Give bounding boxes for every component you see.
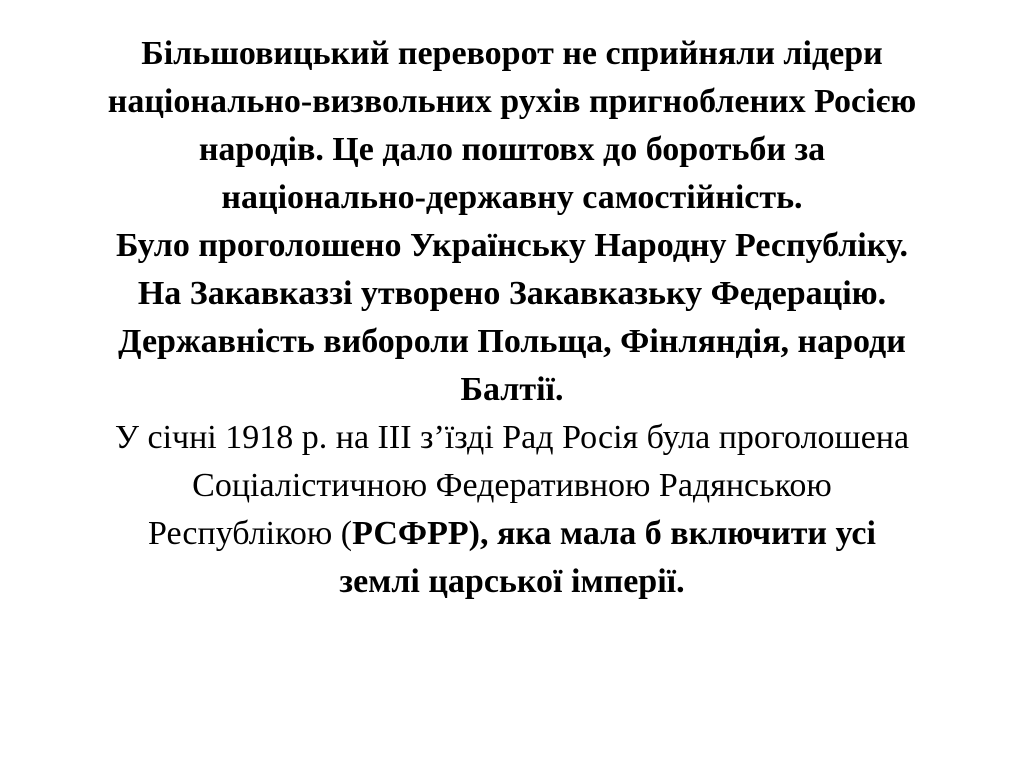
text-line: На Закавказзі утворено Закавказьку Федерацію.	[137, 275, 887, 312]
text-line-mixed	[20, 510, 1004, 558]
text-line: Балтії.	[460, 371, 564, 408]
text-segment-normal: Республікою (	[148, 515, 353, 552]
text-line: землі царської імперії.	[339, 563, 685, 600]
text-line: Державність вибороли Польща, Фінляндія, народи	[118, 323, 906, 360]
slide-text-body	[20, 30, 1004, 606]
text-line: Більшовицький переворот не сприйняли лідери	[141, 35, 883, 72]
text-segment-bold: РСФРР), яка мала б включити усі	[352, 515, 876, 552]
text-line: У січні 1918 р. на ІІІ з’їзді Рад Росія була проголошена	[114, 419, 910, 456]
text-line: національно-визвольних рухів пригноблених Росією	[107, 83, 917, 120]
text-line: Було проголошено Українську Народну Республіку.	[116, 227, 908, 264]
text-line: народів. Це дало поштовх до боротьби за	[198, 131, 826, 168]
text-line: національно-державну самостійність.	[221, 179, 803, 216]
text-line: Соціалістичною Федеративною Радянською	[192, 467, 832, 504]
